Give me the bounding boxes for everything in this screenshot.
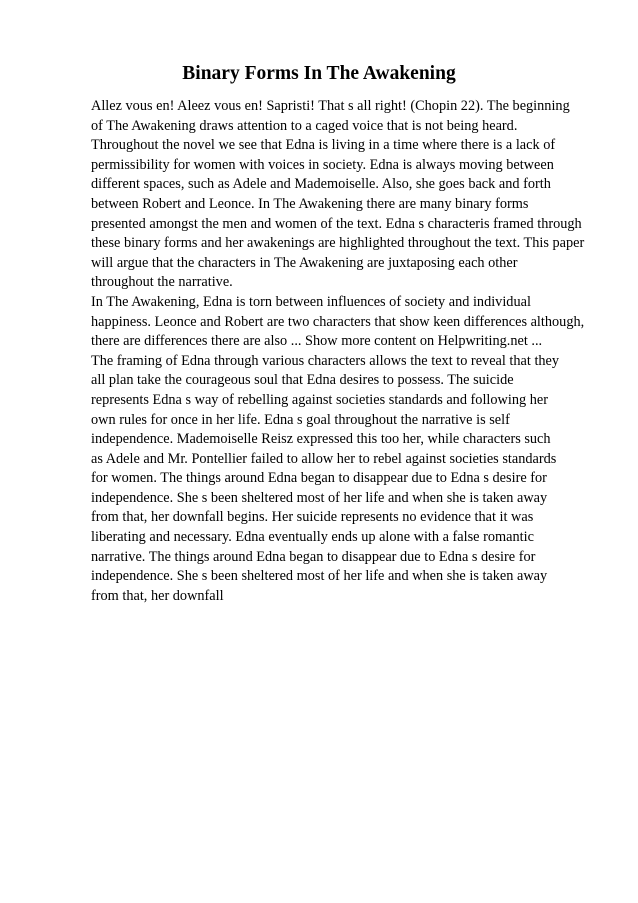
document-body — [91, 97, 611, 606]
body-line: these binary forms and her awakenings are highlighted throughout the text. This paper — [91, 235, 585, 252]
body-line: represents Edna s way of rebelling against societies standards and following her — [91, 391, 548, 408]
body-line: of The Awakening draws attention to a caged voice that is not being heard. — [91, 117, 518, 134]
body-line: Throughout the novel we see that Edna is living in a time where there is a lack of — [91, 137, 556, 154]
body-line: from that, her downfall begins. Her suicide represents no evidence that it was — [91, 509, 534, 526]
body-line: between Robert and Leonce. In The Awakening there are many binary forms — [91, 195, 529, 212]
body-line: there are differences there are also ... Show more content on Helpwriting.net ... — [91, 333, 543, 350]
body-line: Allez vous en! Aleez vous en! Sapristi! That s all right! (Chopin 22). The beginning — [91, 98, 570, 114]
body-line: liberating and necessary. Edna eventually ends up alone with a false romantic — [91, 529, 534, 546]
body-line: narrative. The things around Edna began to disappear due to Edna s desire for — [91, 548, 536, 565]
body-line: permissibility for women with voices in society. Edna is always moving between — [91, 156, 554, 173]
body-line: independence. She s been sheltered most of her life and when she is taken away — [91, 568, 548, 585]
body-line: will argue that the characters in The Awakening are juxtaposing each other — [91, 254, 518, 271]
body-line: own rules for once in her life. Edna s goal throughout the narrative is self — [91, 411, 510, 428]
body-line: independence. She s been sheltered most of her life and when she is taken away — [91, 489, 548, 506]
body-line: as Adele and Mr. Pontellier failed to allow her to rebel against societies standards — [91, 450, 557, 467]
body-line: throughout the narrative. — [91, 274, 233, 291]
body-line: from that, her downfall — [91, 587, 224, 604]
body-line: happiness. Leonce and Robert are two characters that show keen differences although, — [91, 313, 585, 330]
body-line: In The Awakening, Edna is torn between influences of society and individual — [91, 293, 531, 310]
body-line: different spaces, such as Adele and Mademoiselle. Also, she goes back and forth — [91, 176, 551, 193]
body-line: independence. Mademoiselle Reisz expressed this too her, while characters such — [91, 431, 551, 448]
body-line: all plan take the courageous soul that Edna desires to possess. The suicide — [91, 372, 514, 389]
body-line: presented amongst the men and women of the text. Edna s characteris framed through — [91, 215, 582, 232]
body-line: The framing of Edna through various characters allows the text to reveal that they — [91, 352, 560, 369]
body-line: for women. The things around Edna began to disappear due to Edna s desire for — [91, 470, 547, 487]
document-title: Binary Forms In The Awakening — [182, 63, 456, 84]
